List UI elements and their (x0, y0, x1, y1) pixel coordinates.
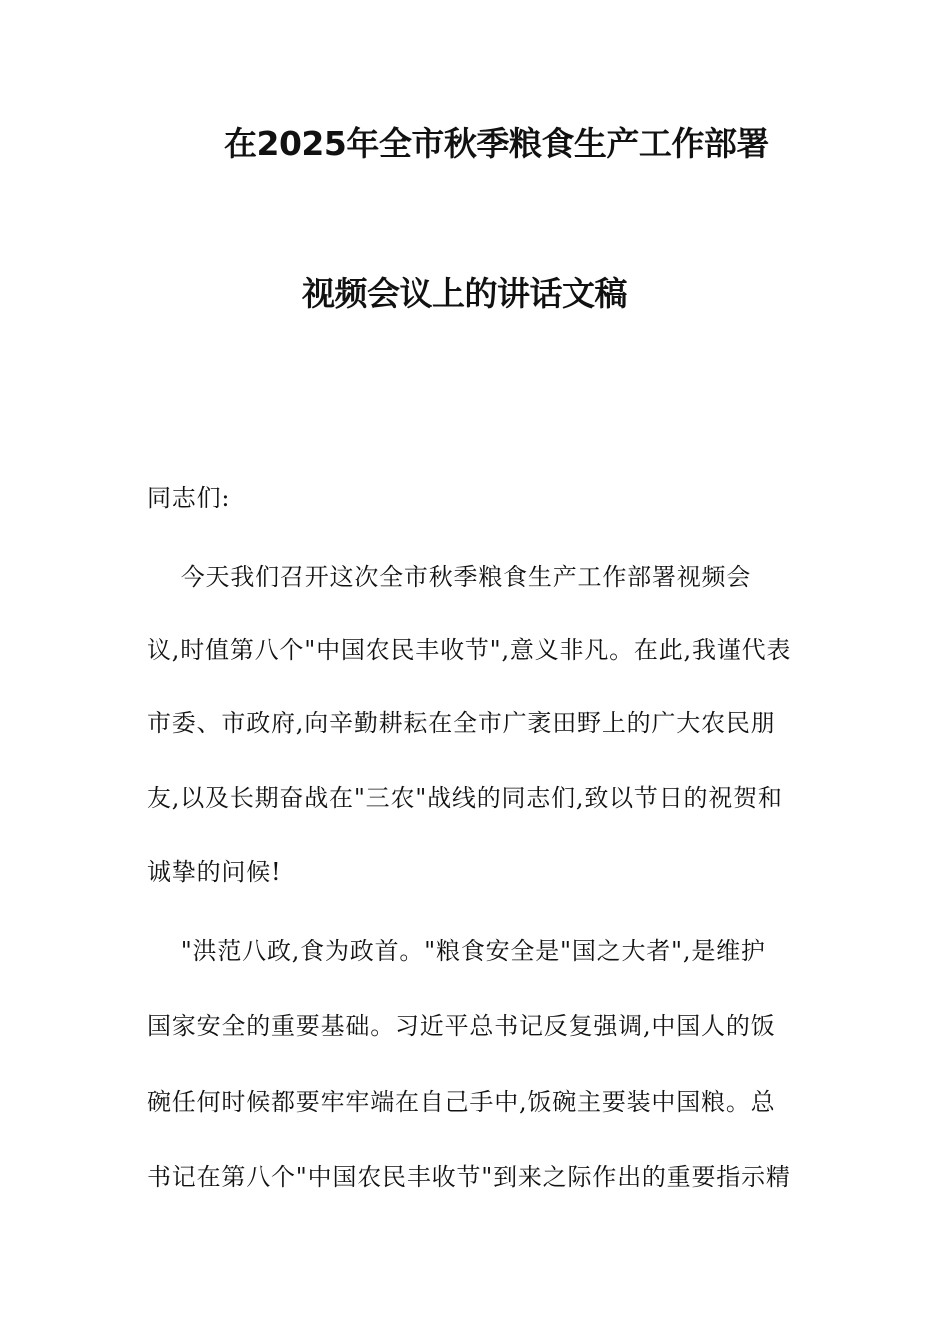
paragraph-line: 诚挚的问候! (147, 858, 282, 886)
salutation: 同志们: (147, 484, 231, 512)
paragraph-line: 议,时值第八个"中国农民丰收节",意义非凡。在此,我谨代表 (147, 636, 792, 664)
paragraph-line: 今天我们召开这次全市秋季粮食生产工作部署视频会 (147, 563, 752, 591)
paragraph-line: 友,以及长期奋战在"三农"战线的同志们,致以节日的祝贺和 (147, 784, 783, 812)
document-title-line-2: 视频会议上的讲话文稿 (302, 274, 627, 313)
paragraph-line: "洪范八政,食为政首。"粮食安全是"国之大者",是维护 (147, 937, 766, 965)
paragraph-line: 书记在第八个"中国农民丰收节"到来之际作出的重要指示精 (147, 1163, 791, 1191)
document-title-line-1: 在2025年全市秋季粮食生产工作部署 (224, 124, 769, 163)
paragraph-line: 国家安全的重要基础。习近平总书记反复强调,中国人的饭 (147, 1012, 776, 1040)
paragraph-line: 市委、市政府,向辛勤耕耘在全市广袤田野上的广大农民朋 (147, 709, 776, 737)
paragraph-line: 碗任何时候都要牢牢端在自己手中,饭碗主要装中国粮。总 (147, 1088, 776, 1116)
